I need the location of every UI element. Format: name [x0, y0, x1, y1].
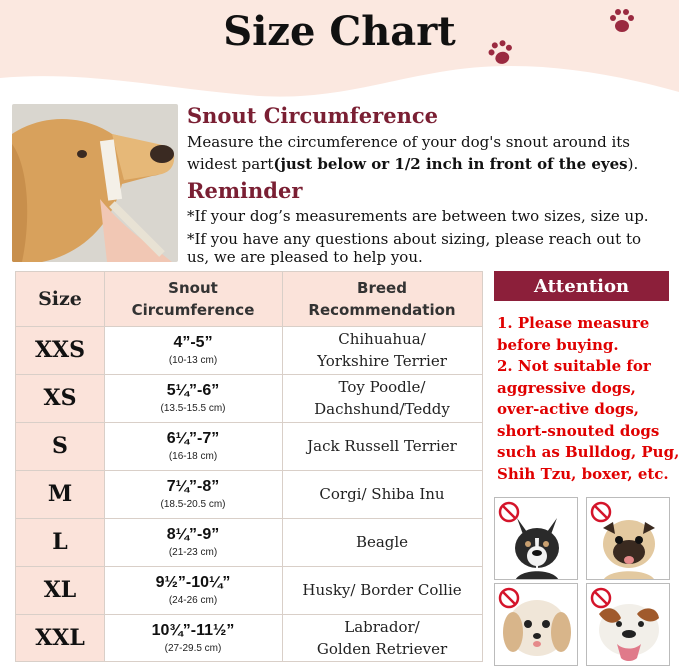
measure-text-line1: Measure the circumference of your dog's snout around its	[187, 133, 631, 151]
table-row	[16, 374, 482, 422]
reminder-line3: us, we are pleased to help you.	[187, 248, 423, 266]
snout-column-header: Snout Circumference	[131, 279, 255, 319]
circumference-cell: 10¾”-11½” (27-29.5 cm)	[151, 621, 235, 654]
breed-column-header: Breed Recommendation	[308, 279, 456, 319]
circumference-cell: 5¼”-6” (13.5-15.5 cm)	[160, 382, 226, 414]
circumference-cell: 6¼”-7” (16-18 cm)	[166, 430, 220, 462]
reminder-line1: *If your dog’s measurements are between two sizes, size up.	[187, 207, 649, 225]
breed-cell: Beagle	[355, 533, 409, 551]
circumference-cell: 4”-5” (10-13 cm)	[168, 334, 218, 366]
table-divider	[16, 374, 482, 375]
english-bulldog-icon	[586, 583, 670, 666]
table-row	[16, 326, 482, 374]
table-row	[16, 470, 482, 518]
pug-icon	[586, 497, 670, 580]
shih-tzu-icon	[494, 583, 578, 666]
size-cell: XXL	[16, 614, 104, 661]
reminder-heading: Reminder	[187, 178, 303, 203]
header-banner	[0, 0, 679, 110]
attention-heading: Attention	[494, 271, 669, 301]
measure-text-line2: widest part(just below or 1/2 inch in front of the eyes).	[187, 155, 639, 173]
size-cell: XS	[16, 374, 104, 422]
size-cell: XL	[16, 566, 104, 614]
table-row	[16, 422, 482, 470]
snout-heading: Snout Circumference	[187, 103, 438, 128]
size-cell: M	[16, 470, 104, 518]
circumference-cell: 8¼”-9” (21-23 cm)	[166, 526, 220, 558]
table-row	[16, 566, 482, 614]
table-divider	[16, 518, 482, 519]
table-divider	[16, 614, 482, 615]
table-row	[16, 614, 482, 661]
table-divider	[16, 566, 482, 567]
size-table	[15, 271, 483, 662]
breed-cell: Chihuahua/ Yorkshire Terrier	[317, 330, 447, 370]
table-divider	[16, 422, 482, 423]
breed-cell: Jack Russell Terrier	[307, 437, 457, 455]
size-cell: XXS	[16, 326, 104, 374]
reminder-line2: *If you have any questions about sizing, please reach out to	[187, 230, 642, 248]
table-divider	[16, 326, 482, 327]
size-column-header: Size	[38, 288, 82, 310]
breed-cell: Husky/ Border Collie	[302, 581, 462, 599]
circumference-cell: 9½”-10¼” (24-26 cm)	[155, 574, 231, 606]
prohibited-icon	[590, 501, 612, 523]
page-title: Size Chart	[223, 8, 456, 55]
table-divider	[104, 272, 105, 661]
breed-cell: Corgi/ Shiba Inu	[319, 485, 445, 503]
dog-measuring-photo	[12, 104, 178, 262]
size-cell: S	[16, 422, 104, 470]
table-divider	[282, 272, 283, 661]
breed-cell: Labrador/ Golden Retriever	[316, 617, 448, 658]
french-bulldog-icon	[494, 497, 578, 580]
paw-print-icon	[607, 6, 637, 36]
prohibited-icon	[498, 501, 520, 523]
paw-print-icon	[486, 38, 516, 68]
table-divider	[16, 470, 482, 471]
size-cell: L	[16, 518, 104, 566]
attention-text: 1. Please measure before buying. 2. Not suitable for aggressive dogs, over-active dogs, short-snouted dogs such as Bulldog, Pug, Shih Tzu, boxer, etc.	[497, 314, 679, 483]
table-row	[16, 518, 482, 566]
table-header-row	[16, 272, 482, 326]
prohibited-icon	[498, 587, 520, 609]
breed-cell: Toy Poodle/ Dachshund/Teddy	[314, 378, 450, 418]
circumference-cell: 7¼”-8” (18.5-20.5 cm)	[160, 478, 226, 510]
prohibited-icon	[590, 587, 612, 609]
